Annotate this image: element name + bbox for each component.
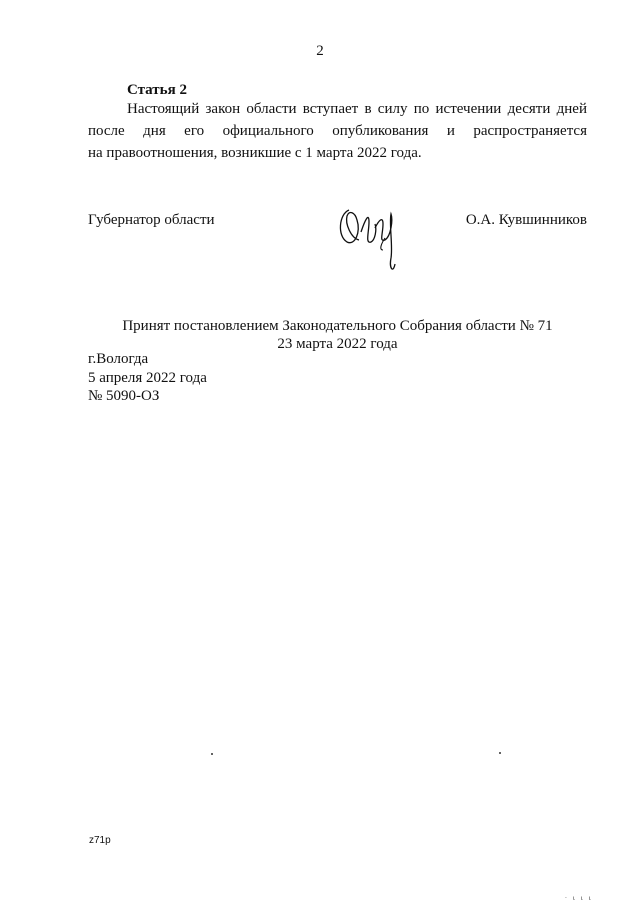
document-code: z71p [89,835,111,846]
scan-dot-left [211,753,213,755]
article-line-3: на правоотношения, возникшие с 1 марта 2022 года. [88,145,422,161]
adoption-note [88,317,587,353]
article-line-2: после дня его официального опубликования и распространяется [88,123,587,139]
handwritten-signature [335,202,405,280]
article-title: Статья 2 [127,82,187,98]
signature-block [88,212,587,282]
page-number: 2 [316,43,324,59]
law-number: № 5090-ОЗ [88,388,160,404]
signatory-position: Губернатор области [88,212,215,228]
scan-marks: · ι ι ι [565,895,593,902]
adoption-line-2: 23 марта 2022 года [277,336,398,352]
article-body [88,98,587,164]
city: г.Вологда [88,351,149,367]
scan-dot-right [499,752,501,754]
place-date-number [88,350,207,406]
signing-date: 5 апреля 2022 года [88,369,207,386]
signatory-name: О.А. Кувшинников [465,212,587,228]
article-line-1: Настоящий закон области вступает в силу по истечении десяти дней [127,101,587,117]
adoption-line-1: Принят постановлением Законодательного Собрания области № 71 [122,318,553,334]
